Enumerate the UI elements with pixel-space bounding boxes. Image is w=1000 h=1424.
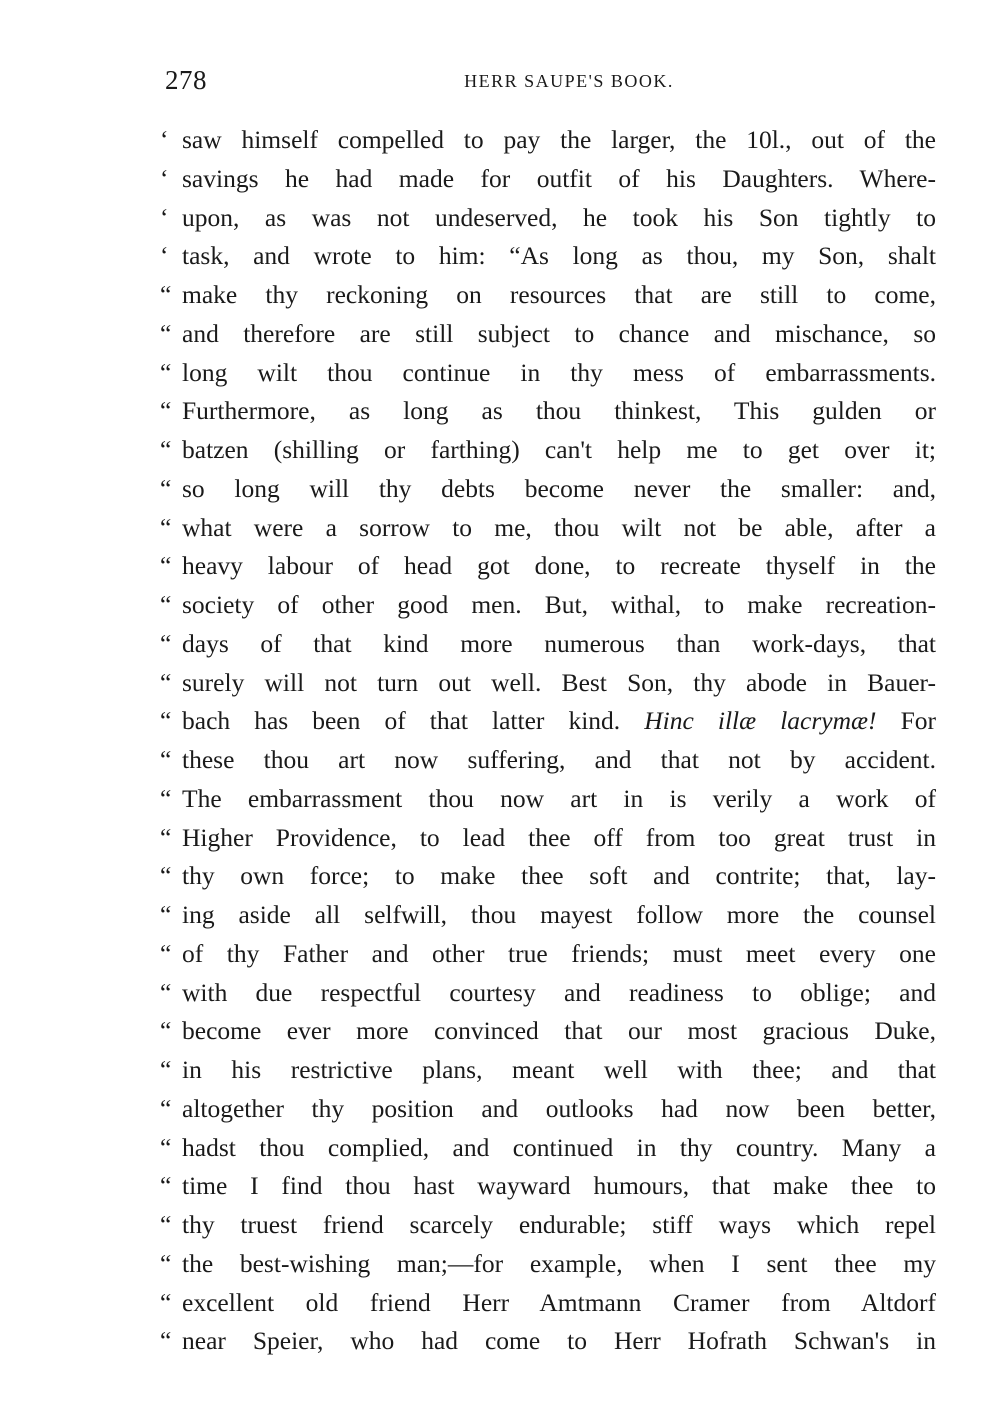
line-text: become ever more convinced that our most gracious Duke, xyxy=(182,1016,936,1046)
text-line xyxy=(160,1129,936,1168)
quote-mark: “ xyxy=(160,1055,172,1084)
text-line xyxy=(160,431,936,470)
line-text: and therefore are still subject to chance and mischance, so xyxy=(182,318,936,348)
quote-mark: “ xyxy=(160,435,172,464)
text-line xyxy=(160,315,936,354)
quote-mark: ‘ xyxy=(160,241,169,271)
line-text: Furthermore, as long as thou thinkest, This gulden or xyxy=(182,396,936,426)
quote-mark: “ xyxy=(160,1326,172,1356)
line-text: these thou art now suffering, and that not by accident. xyxy=(182,745,936,774)
line-text: hadst thou complied, and continued in thy country. Many a xyxy=(182,1132,936,1162)
text-line xyxy=(160,974,936,1013)
text-line xyxy=(160,1284,936,1323)
text-line xyxy=(160,819,936,858)
text-line xyxy=(160,354,936,393)
line-text: excellent old friend Herr Amtmann Cramer from Altdorf xyxy=(182,1287,936,1317)
quote-mark: “ xyxy=(160,1287,172,1317)
text-line xyxy=(160,199,936,238)
line-text: of thy Father and other true friends; must meet every one xyxy=(182,938,936,968)
quote-mark: “ xyxy=(160,1171,172,1201)
quote-mark: “ xyxy=(160,745,172,774)
line-text: the best-wishing man;—for example, when I sent thee my xyxy=(182,1248,936,1278)
line-text: long wilt thou continue in thy mess of embarrassments. xyxy=(182,357,936,387)
text-line xyxy=(160,237,936,276)
quote-mark: ‘ xyxy=(160,163,169,193)
page-header xyxy=(165,62,933,98)
quote-mark: “ xyxy=(160,318,172,348)
text-line xyxy=(160,857,936,896)
text-line xyxy=(160,1012,936,1051)
line-text: batzen (shilling or farthing) can't help me to get over it; xyxy=(182,435,936,464)
text-line xyxy=(160,160,936,199)
text-line xyxy=(160,1322,936,1361)
line-text: with due respectful courtesy and readiness to oblige; and xyxy=(182,977,936,1007)
quote-mark: “ xyxy=(160,280,172,309)
quote-mark: “ xyxy=(160,551,172,581)
quote-mark: “ xyxy=(160,357,172,387)
quote-mark: “ xyxy=(160,938,172,968)
quote-mark: “ xyxy=(160,667,172,697)
quote-mark: “ xyxy=(160,1016,172,1046)
line-text: thy own force; to make thee soft and contrite; that, lay- xyxy=(182,861,936,891)
text-line xyxy=(160,392,936,431)
line-text: heavy labour of head got done, to recreate thyself in the xyxy=(182,551,936,581)
body-text xyxy=(160,121,936,1361)
quote-mark: “ xyxy=(160,861,172,891)
quote-mark: “ xyxy=(160,396,172,426)
text-line xyxy=(160,276,936,315)
line-text: make thy reckoning on resources that are still to come, xyxy=(182,280,936,309)
quote-mark: “ xyxy=(160,706,172,736)
quote-mark: “ xyxy=(160,628,172,658)
line-text: near Speier, who had come to Herr Hofrath Schwan's in xyxy=(182,1326,936,1356)
latin-phrase: Hinc illæ lacrymæ! xyxy=(644,706,877,736)
text-line xyxy=(160,586,936,625)
text-line xyxy=(160,509,936,548)
line-text: what were a sorrow to me, thou wilt not be able, after a xyxy=(182,512,936,542)
quote-mark: “ xyxy=(160,512,172,542)
line-text: Higher Providence, to lead thee off from too great trust in xyxy=(182,822,936,852)
text-line xyxy=(160,1206,936,1245)
text-line xyxy=(160,896,936,935)
text-line xyxy=(160,1245,936,1284)
line-text: savings he had made for outfit of his Daughters. Where- xyxy=(182,163,936,193)
quote-mark: “ xyxy=(160,1248,172,1278)
line-text: upon, as was not undeserved, he took his Son tightly to xyxy=(182,202,936,232)
text-line xyxy=(160,625,936,664)
quote-mark: “ xyxy=(160,1132,172,1162)
text-line xyxy=(160,702,936,741)
line-text: task, and wrote to him: “As long as thou, my Son, shalt xyxy=(182,241,936,271)
quote-mark: “ xyxy=(160,822,172,852)
quote-mark: “ xyxy=(160,590,172,619)
text-line xyxy=(160,1167,936,1206)
quote-mark: “ xyxy=(160,473,172,503)
line-text: days of that kind more numerous than work-days, that xyxy=(182,628,936,658)
quote-mark: ‘ xyxy=(160,202,169,232)
line-text: bach has been of that latter kind. xyxy=(182,706,621,736)
quote-mark: “ xyxy=(160,783,172,813)
line-text: The embarrassment thou now art in is verily a work of xyxy=(182,783,936,813)
line-text: surely will not turn out well. Best Son, thy abode in Bauer- xyxy=(182,667,936,697)
text-line xyxy=(160,664,936,703)
quote-mark: “ xyxy=(160,1210,172,1239)
text-line xyxy=(160,741,936,780)
line-text: in his restrictive plans, meant well with thee; and that xyxy=(182,1055,936,1084)
line-text: society of other good men. But, withal, to make recreation- xyxy=(182,590,936,619)
line-text: ing aside all selfwill, thou mayest follow more the counsel xyxy=(182,900,936,929)
quote-mark: “ xyxy=(160,1093,172,1123)
line-text: saw himself compelled to pay the larger, the 10l., out of the xyxy=(182,125,936,154)
line-text: thy truest friend scarcely endurable; stiff ways which repel xyxy=(182,1210,936,1239)
quote-mark: “ xyxy=(160,977,172,1007)
text-line xyxy=(160,780,936,819)
text-line xyxy=(160,1051,936,1090)
text-line xyxy=(160,470,936,509)
page-number: 278 xyxy=(165,65,207,95)
line-text: altogether thy position and outlooks had now been better, xyxy=(182,1093,936,1123)
line-text-tail: For xyxy=(900,706,936,736)
line-text: time I find thou hast wayward humours, that make thee to xyxy=(182,1171,936,1201)
quote-mark: “ xyxy=(160,900,172,929)
quote-mark: ‘ xyxy=(160,125,169,154)
running-title: HERR SAUPE'S BOOK. xyxy=(464,71,674,91)
line-text: so long will thy debts become never the smaller: and, xyxy=(182,473,936,503)
text-line xyxy=(160,935,936,974)
text-line xyxy=(160,1090,936,1129)
text-line xyxy=(160,121,936,160)
text-line xyxy=(160,547,936,586)
